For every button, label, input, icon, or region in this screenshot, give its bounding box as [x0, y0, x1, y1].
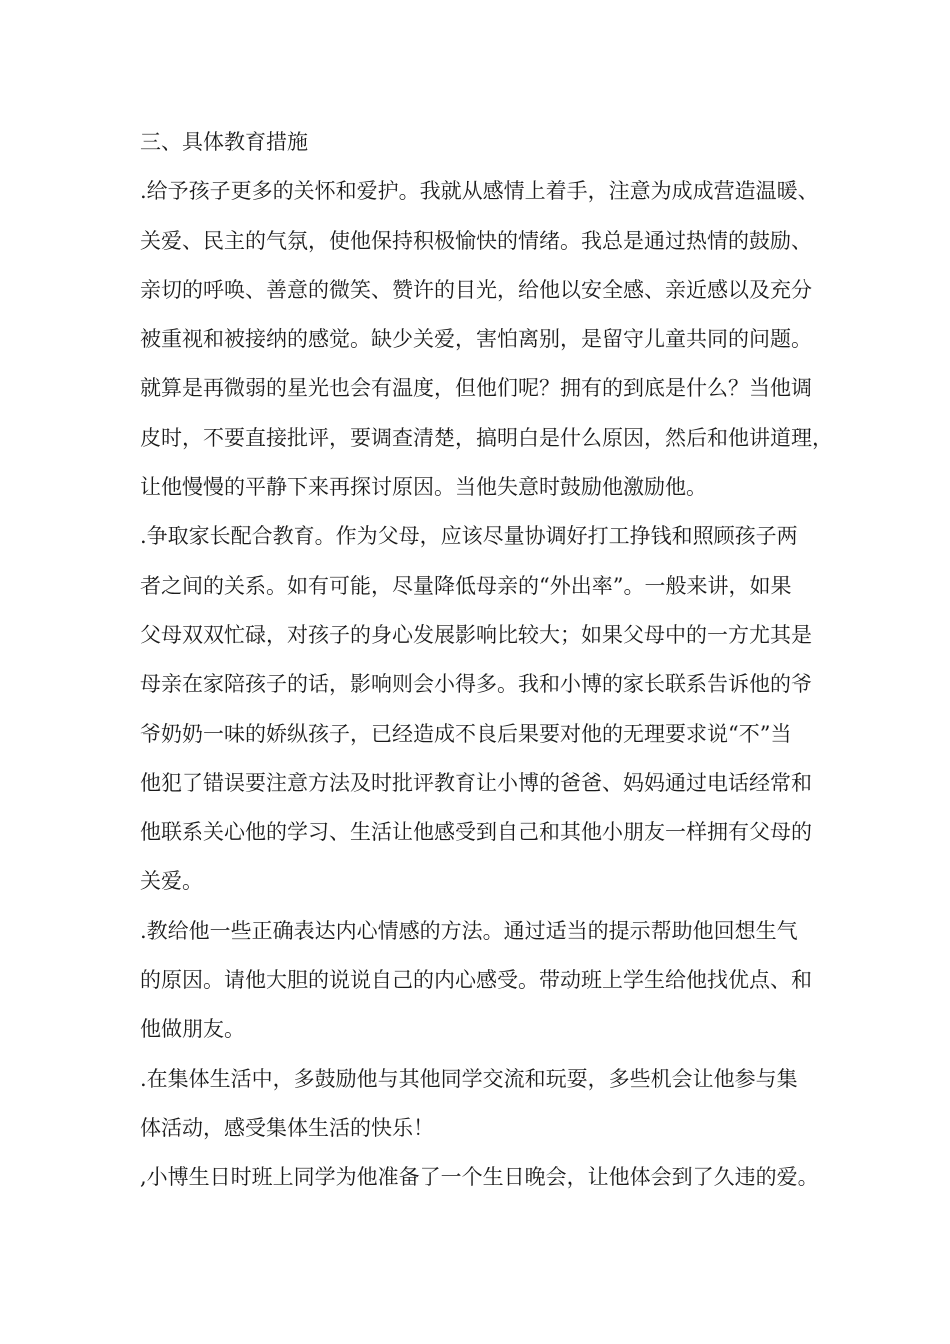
text-line: 的原因。请他大胆的说说自己的内心感受。带动班上学生给他找优点、和	[140, 968, 812, 993]
section-heading: 三、具体教育措施	[140, 130, 308, 154]
text-line: .在集体生活中，多鼓励他与其他同学交流和玩耍，多些机会让他参与集	[140, 1066, 798, 1091]
text-line: 让他慢慢的平静下来再探讨原因。当他失意时鼓励他激励他。	[140, 475, 707, 500]
text-line: 关爱。	[140, 869, 203, 894]
text-line: .给予孩子更多的关怀和爱护。我就从感情上着手，注意为成成营造温暖、	[140, 179, 819, 204]
text-line: 被重视和被接纳的感觉。缺少关爱，害怕离别，是留守儿童共同的问题。	[140, 327, 812, 352]
text-line: 他做朋友。	[140, 1017, 245, 1042]
text-line: 父母双双忙碌，对孩子的身心发展影响比较大；如果父母中的一方尤其是	[140, 622, 812, 647]
text-line: 母亲在家陪孩子的话，影响则会小得多。我和小博的家长联系告诉他的爷	[140, 672, 812, 697]
text-line: 关爱、民主的气氛，使他保持积极愉快的情绪。我总是通过热情的鼓励、	[140, 228, 812, 253]
text-line: .争取家长配合教育。作为父母，应该尽量协调好打工挣钱和照顾孩子两	[140, 524, 798, 549]
text-line: 体活动，感受集体生活的快乐！	[140, 1115, 434, 1140]
text-line: 爷奶奶一味的娇纵孩子，已经造成不良后果要对他的无理要求说“不”当	[140, 721, 792, 746]
text-line: 皮时，不要直接批评，要调查清楚，搞明白是什么原因，然后和他讲道理，	[140, 425, 833, 450]
text-line: ,小博生日时班上同学为他准备了一个生日晚会，让他体会到了久违的爱。	[140, 1165, 819, 1190]
text-line: .教给他一些正确表达内心情感的方法。通过适当的提示帮助他回想生气	[140, 918, 798, 943]
text-line: 就算是再微弱的星光也会有温度，但他们呢？拥有的到底是什么？当他调	[140, 376, 812, 401]
text-line: 他犯了错误要注意方法及时批评教育让小博的爸爸、妈妈通过电话经常和	[140, 770, 812, 795]
text-line: 他联系关心他的学习、生活让他感受到自己和其他小朋友一样拥有父母的	[140, 820, 812, 845]
document-body	[140, 118, 880, 1203]
text-line: 亲切的呼唤、善意的微笑、赞许的目光，给他以安全感、亲近感以及充分	[140, 277, 812, 302]
text-line: 者之间的关系。如有可能，尽量降低母亲的“外出率”。一般来讲，如果	[140, 573, 792, 598]
